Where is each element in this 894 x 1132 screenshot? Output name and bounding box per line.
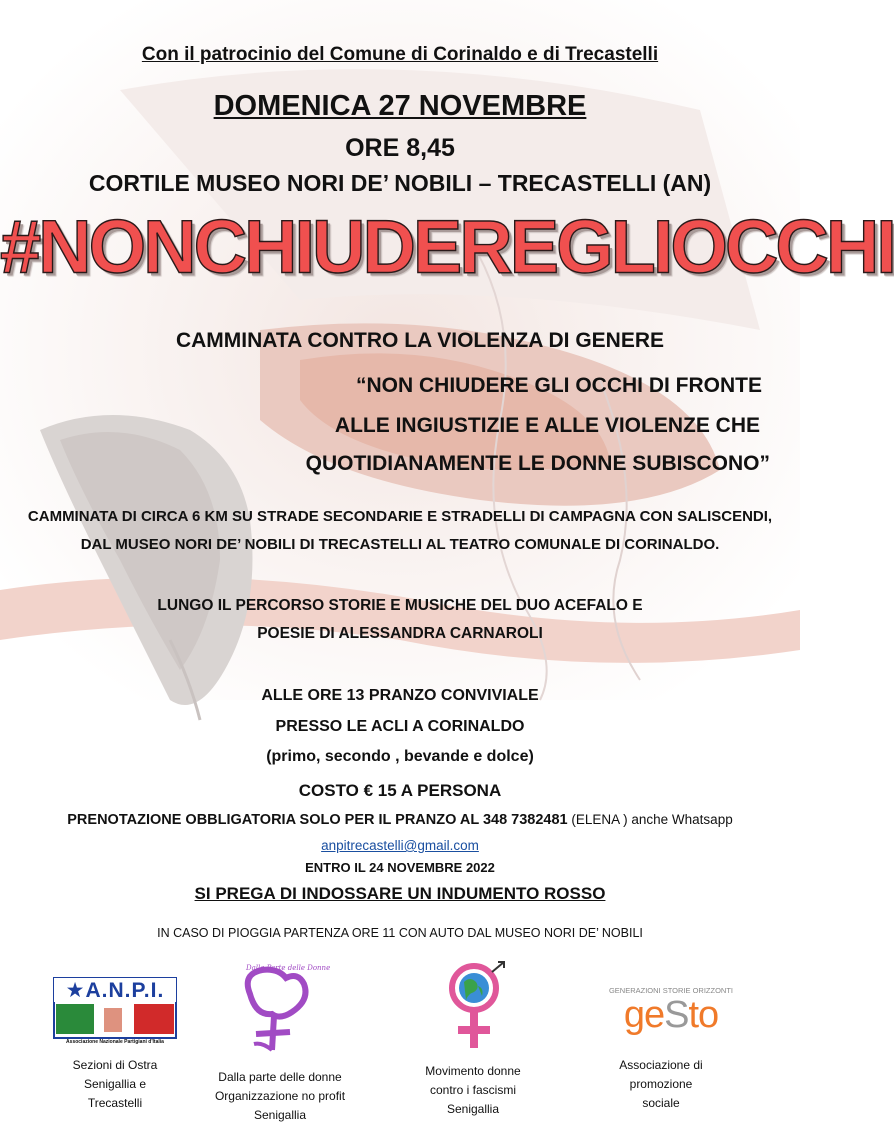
movimento-caption-2: contro i fascismi <box>429 1083 517 1097</box>
booking-light: (ELENA ) anche Whatsapp <box>567 812 733 827</box>
anpi-caption-1: Sezioni di Ostra <box>72 1058 158 1072</box>
event-location: CORTILE MUSEO NORI DE’ NOBILI – TRECASTELLI (AN) <box>88 170 712 196</box>
anpi-small-text: Associazione Nazionale Partigiani d'Italia <box>66 1039 164 1045</box>
gesto-wordmark <box>606 994 736 1037</box>
lunch-line-3: (primo, secondo , bevande e dolce) <box>266 748 534 765</box>
dalla-parte-logo <box>232 962 331 1054</box>
email-link[interactable] <box>0 838 800 853</box>
dalla-parte-caption-3: Senigallia <box>253 1108 307 1122</box>
quote-line-1: “NON CHIUDERE GLI OCCHI DI FRONTE <box>355 374 762 397</box>
anpi-logo <box>54 978 176 1046</box>
anpi-caption-3: Trecastelli <box>87 1096 143 1110</box>
dalla-parte-arc-text: Dalla Parte delle Donne <box>246 964 331 972</box>
movimento-caption-3: Senigallia <box>446 1102 500 1116</box>
gesto-caption-2: promozione <box>629 1077 693 1091</box>
globe-female-symbol-icon <box>418 956 530 1058</box>
music-line-2: POESIE DI ALESSANDRA CARNAROLI <box>257 625 543 642</box>
female-symbol-icon <box>232 962 322 1054</box>
gesto-logo <box>606 986 736 1042</box>
dalla-parte-caption-1: Dalla parte delle donne <box>218 1070 342 1084</box>
description-line-1: CAMMINATA DI CIRCA 6 KM SU STRADE SECONDARIE E STRADELLI DI CAMPAGNA CON SALISCENDI, <box>27 508 773 525</box>
patronage-line: Con il patrocinio del Comune di Corinaldo e di Trecastelli <box>141 44 659 65</box>
event-date: DOMENICA 27 NOVEMBRE <box>213 90 587 122</box>
gesto-caption <box>596 1056 726 1113</box>
gesto-word-b: S <box>664 994 689 1036</box>
gesto-caption-1: Associazione di <box>619 1058 703 1072</box>
anpi-caption-2: Senigallia e <box>83 1077 147 1091</box>
rain-notice: IN CASO DI PIOGGIA PARTENZA ORE 11 CON AUTO DAL MUSEO NORI DE’ NOBILI <box>157 926 643 940</box>
booking-deadline: ENTRO IL 24 NOVEMBRE 2022 <box>305 860 495 875</box>
movimento-logo <box>418 956 530 1058</box>
lunch-line-1: ALLE ORE 13 PRANZO CONVIVIALE <box>261 687 539 704</box>
booking-line <box>0 812 800 828</box>
movimento-caption <box>398 1062 548 1119</box>
lunch-line-2: PRESSO LE ACLI A CORINALDO <box>275 718 525 735</box>
gesto-word-a: ge <box>623 994 665 1036</box>
anpi-caption <box>40 1056 190 1113</box>
anpi-mark: ★A.N.P.I. <box>65 979 165 1002</box>
description-line-2: DAL MUSEO NORI DE’ NOBILI DI TRECASTELLI AL TEATRO COMUNALE DI CORINALDO. <box>80 536 720 553</box>
gesto-word-c: to <box>688 994 719 1036</box>
quote-line-2: ALLE INGIUSTIZIE E ALLE VIOLENZE CHE <box>334 414 760 437</box>
booking-bold: PRENOTAZIONE OBBLIGATORIA SOLO PER IL PRANZO AL 348 7382481 <box>67 812 568 828</box>
quote-line-3: QUOTIDIANAMENTE LE DONNE SUBISCONO” <box>305 452 770 475</box>
email-text[interactable]: anpitrecastelli@gmail.com <box>321 838 479 853</box>
hashtag-title: #NONCHIUDEREGLIOCCHI <box>0 204 894 289</box>
gesto-tagline: GENERAZIONI STORIE ORIZZONTI <box>608 986 734 995</box>
dalla-parte-caption-2: Organizzazione no profit <box>214 1089 346 1103</box>
music-line-1: LUNGO IL PERCORSO STORIE E MUSICHE DEL DUO ACEFALO E <box>157 597 643 614</box>
dalla-parte-caption <box>200 1068 360 1125</box>
movimento-caption-1: Movimento donne <box>425 1064 521 1078</box>
dress-code: SI PREGA DI INDOSSARE UN INDUMENTO ROSSO <box>194 884 606 903</box>
event-time: ORE 8,45 <box>345 134 455 162</box>
event-subtitle: CAMMINATA CONTRO LA VIOLENZA DI GENERE <box>175 329 665 352</box>
lunch-cost: COSTO € 15 A PERSONA <box>298 781 502 800</box>
gesto-caption-3: sociale <box>642 1096 680 1110</box>
